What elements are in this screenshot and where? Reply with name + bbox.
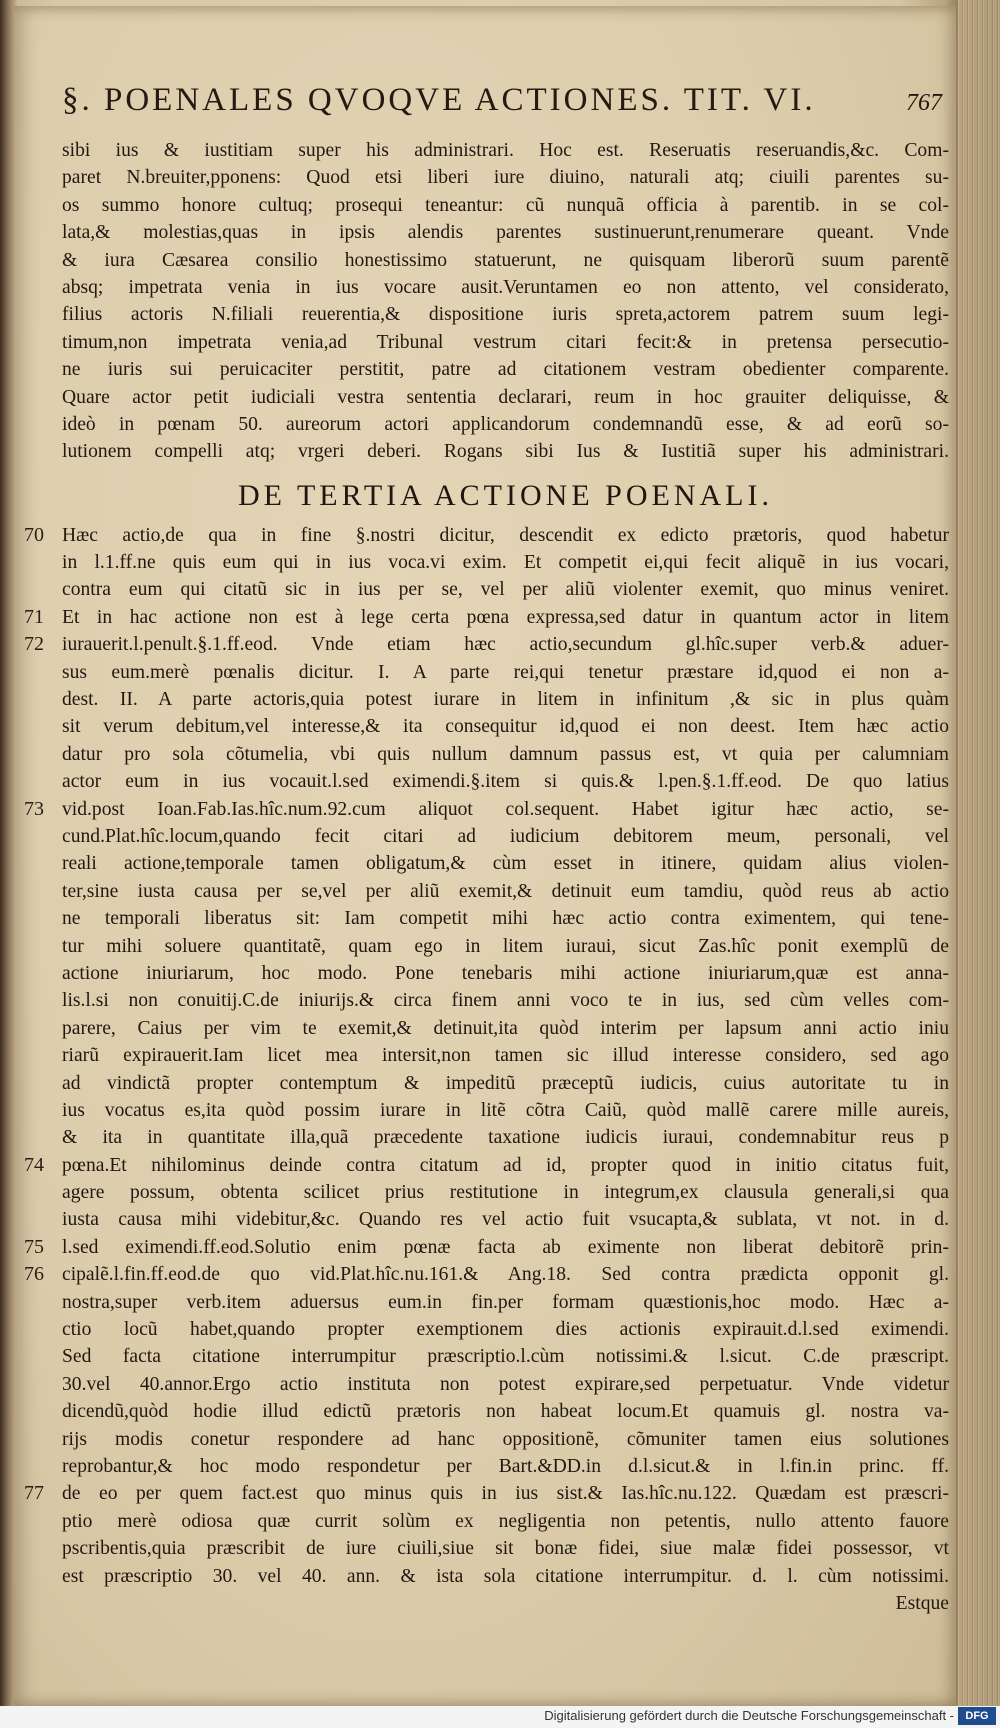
text-line: lis.l.si non conuitij.C.de iniurijs.& circa finem anni voco te in ius, sed cùm velles com- <box>62 990 949 1012</box>
text-line <box>24 631 949 658</box>
text-line: Sed facta citatione interrumpitur præscriptio.l.cùm notissimi.& l.sicut. C.de præscript. <box>62 1346 949 1368</box>
text-line: & ita in quantitate illa,quã præcedente taxatione iudicis iuraui, condemnabitur reus p <box>62 1127 949 1149</box>
text-line: ter,sine iusta causa per se,vel per aliũ exemit,& detinuit eum tamdiu, quòd reus ab actio <box>62 880 949 902</box>
margin-number: 70 <box>24 523 44 546</box>
margin-number: 72 <box>24 633 44 656</box>
text-line: reali actione,temporale tamen obligatum,& cùm esset in itinere, quidam alius violen- <box>62 853 949 875</box>
text-line: rijs modis conetur respondere ad hanc oppositionẽ, cõmuniter tamen eius solutiones <box>62 1428 949 1450</box>
text-line: ne temporali liberatus sit: Iam competit mihi hæc actio contra eximentem, qui tene- <box>62 908 949 930</box>
text-line: parere, Caius per vim te exemit,& detinuit,ita quòd interim per lapsum anni actio iniu <box>62 1017 949 1039</box>
text-line: timum,non impetrata venia,ad Tribunal vestrum citari fecit:& in pretensa persecutio- <box>62 331 949 353</box>
text-line <box>24 1152 949 1179</box>
text-line: sibi ius & iustitiam super his administrari. Hoc est. Reseruatis reseruandis,&c. Com- <box>62 140 949 161</box>
text-line: dicendũ,quòd hodie illud edictũ prætoris non habeat locum.Et quamuis gl. nostra va- <box>62 1401 949 1423</box>
text-line: ctio locũ habet,quando propter exemptionem dies actionis expirauit.d.l.sed eximendi. <box>62 1319 949 1341</box>
margin-number: 76 <box>24 1263 44 1286</box>
margin-number: 75 <box>24 1235 44 1258</box>
text-line: absq; impetrata venia in ius vocare ausit.Veruntamen eo non attento, vel considerato, <box>62 276 949 298</box>
catchword: Estque <box>895 1592 949 1614</box>
text-line: sus eum.merè pœnalis dicitur. I. A parte rei,qui tenetur præstare id,quod ei non a- <box>62 661 949 683</box>
text-line: pscribentis,quia præscribit de iure ciuili,siue sit bonæ fidei, siue malæ fidei possessor, vt <box>62 1538 949 1560</box>
text-line: filius actoris N.filiali reuerentia,& dispositione iuris spreta,actorem patrem suum legi- <box>62 304 949 326</box>
text-line: riarũ expirauerit.Iam licet mea intersit,non tamen sic illud interesse considero, sed ago <box>62 1045 949 1067</box>
text-line: ideò in pœnam 50. aureorum actori applicandorum condemnandũ esse, & ad eorũ so- <box>62 413 949 435</box>
text-line: ptio merè odiosa quæ currit solùm ex negligentia non petentis, nullo attento fauore <box>62 1510 949 1532</box>
text-line-content: Hæc actio,de qua in fine §.nostri dicitur, descendit ex edicto prætoris, quod habetur <box>62 524 949 546</box>
text-line: dest. II. A parte actoris,quia potest iurare in litem in infinitum ,& sic in plus quàm <box>62 689 949 711</box>
text-line <box>24 1261 949 1288</box>
folio-number: 767 <box>906 90 942 116</box>
text-line: iusta causa mihi videbitur,&c. Quando res vel actio fuit vsucapta,& sublata, vt not. in d. <box>62 1209 949 1231</box>
paragraph-petition <box>62 137 949 466</box>
book-page-edges <box>958 0 1000 1728</box>
page-body <box>24 137 949 1617</box>
running-title: §. POENALES QVOQVE ACTIONES. TIT. VI. <box>62 82 816 118</box>
margin-number: 77 <box>24 1482 44 1505</box>
text-line-content: Et in hac actione non est à lege certa pœna expressa,sed datur in quantum actor in litem <box>62 606 949 628</box>
text-line: cund.Plat.hîc.locum,quando fecit citari ad iudicium debitorem meum, personali, vel <box>62 825 949 847</box>
text-line <box>24 1480 949 1507</box>
text-line: reprobantur,& hoc modo respondetur per Bart.&DD.in d.l.sicut.& in l.fin.in princ. ff. <box>62 1455 949 1477</box>
text-line <box>24 1234 949 1261</box>
text-line: est præscriptio 30. vel 40. ann. & ista sola citatione interrumpitur. d. l. cùm notissimi. <box>62 1565 949 1587</box>
text-line: ne iuris sui peruicaciter perstitit, patre ad citationem vestram obedienter comparente. <box>62 359 949 381</box>
text-line-content: vid.post Ioan.Fab.Ias.hîc.num.92.cum aliquot col.sequent. Habet igitur hæc actio, se- <box>62 798 949 820</box>
text-line: 30.vel 40.annor.Ergo actio instituta non potest expirare,sed perpetuatur. Vnde videtur <box>62 1373 949 1395</box>
text-line: agere possum, obtenta scilicet prius restitutione in integrum,ex clausula generali,si qua <box>62 1182 949 1204</box>
section-heading: DE TERTIA ACTIONE POENALI. <box>238 478 773 512</box>
margin-number: 74 <box>24 1153 44 1176</box>
text-line-content: l.sed eximendi.ff.eod.Solutio enim pœnæ facta ab eximente non liberat debitorẽ prin- <box>62 1236 949 1258</box>
text-line: paret N.breuiter,pponens: Quod etsi liberi iure diuino, naturali atq; ciuili parentes su- <box>62 167 949 189</box>
paragraph-commentary <box>24 522 949 1590</box>
text-line: os summo honore cultuq; prosequi teneantur: cũ nunquã officia à parentib. in se col- <box>62 194 949 216</box>
text-line <box>24 796 949 823</box>
text-line-content: pœna.Et nihilominus deinde contra citatum ad id, propter quod in initio citatus fuit, <box>62 1154 949 1176</box>
page-header <box>62 82 942 134</box>
text-line: lata,& molestias,quas in ipsis alendis parentes sustinuerunt,renumerare queant. Vnde <box>62 222 949 244</box>
text-line: ad vindictã propter contemptum & impeditũ præceptũ iudicis, cuius autoritate tu in <box>62 1072 949 1094</box>
text-line: datur pro sola cõtumelia, vbi quis nullum damnum passus est, vt quia per calumniam <box>62 743 949 765</box>
text-line-content: de eo per quem fact.est quo minus quis in ius sist.& Ias.hîc.nu.122. Quædam est præscri- <box>62 1483 949 1505</box>
margin-number: 73 <box>24 797 44 820</box>
text-line: lutionem compelli atq; vrgeri deberi. Rogans sibi Ius & Iustitiã super his administrari. <box>62 441 949 463</box>
text-line: Quare actor petit iudiciali vestra sententia declarari, reum in hoc grauiter deliquisse, & <box>62 386 949 408</box>
text-line-content: cipalẽ.l.fin.ff.eod.de quo vid.Plat.hîc.nu.161.& Ang.18. Sed contra prædicta opponit gl. <box>62 1264 949 1286</box>
digitization-credit: Digitalisierung gefördert durch die Deutsche Forschungsgemeinschaft - <box>544 1708 954 1723</box>
text-line: actione iniuriarum, hoc modo. Pone tenebaris mihi actione iniuriarum,quæ est anna- <box>62 962 949 984</box>
text-line-content: iurauerit.l.penult.§.1.ff.eod. Vnde etiam hæc actio,secundum gl.hîc.super verb.& aduer- <box>62 634 949 656</box>
margin-number: 71 <box>24 605 44 628</box>
text-line: tur mihi soluere quantitatẽ, quam ego in litem iuraui, sicut Zas.hîc ponit exemplũ de <box>62 935 949 957</box>
text-line: nostra,super verb.item aduersus eum.in fin.per formam quæstionis,hoc modo. Hæc a- <box>62 1291 949 1313</box>
text-line: in l.1.ff.ne quis eum qui in ius voca.vi exim. Et competit ei,qui fecit aliquẽ in ius vocari, <box>62 552 949 574</box>
text-line: actor eum in ius vocauit.l.sed eximendi.§.item si quis.& l.pen.§.1.ff.eod. De quo latius <box>62 771 949 793</box>
dfg-logo: DFG <box>958 1707 996 1725</box>
text-line: & iura Cæsarea consilio honestissimo statuerunt, ne quisquam liberorũ suum parentẽ <box>62 249 949 271</box>
text-line <box>24 522 949 549</box>
text-line: ius vocatus es,ita quòd possim iurare in litẽ cõtra Caiũ, quòd mallẽ carere mille aureis, <box>62 1099 949 1121</box>
text-line: sit verum debitum,vel interesse,& ita consequitur id,quod ei non deest. Item hæc actio <box>62 716 949 738</box>
text-line <box>24 604 949 631</box>
text-line: contra eum qui citatũ sic in ius per se, vel per aliũ violenter exemit, quo minus veniret. <box>62 579 949 601</box>
